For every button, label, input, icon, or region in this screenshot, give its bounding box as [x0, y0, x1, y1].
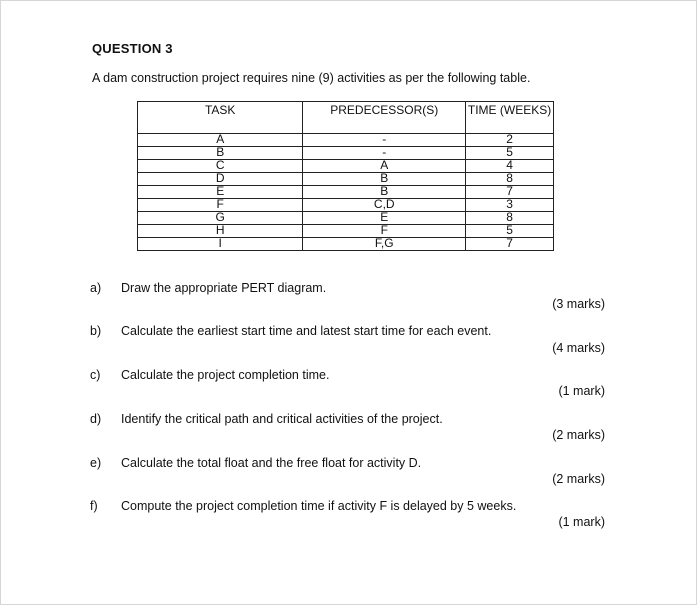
cell-task: E	[138, 186, 303, 199]
question-marks: (2 marks)	[552, 472, 605, 486]
cell-predecessor: B	[303, 186, 466, 199]
question-marks: (4 marks)	[552, 341, 605, 355]
cell-time: 8	[466, 212, 554, 225]
table-header-row	[138, 102, 554, 134]
question-label: c)	[90, 368, 101, 382]
question-label: e)	[90, 456, 102, 470]
cell-task: G	[138, 212, 303, 225]
question-text: Calculate the earliest start time and latest start time for each event.	[121, 324, 492, 338]
question-label: f)	[90, 499, 98, 513]
cell-predecessor: F,G	[303, 238, 466, 251]
cell-predecessor: C,D	[303, 199, 466, 212]
cell-task: H	[138, 225, 303, 238]
cell-task: C	[138, 160, 303, 173]
cell-task: B	[138, 147, 303, 160]
table-row	[138, 160, 554, 173]
question-heading: QUESTION 3	[92, 41, 173, 56]
question-text: Compute the project completion time if activity F is delayed by 5 weeks.	[121, 499, 517, 513]
cell-task: D	[138, 173, 303, 186]
question-label: b)	[90, 324, 102, 338]
table-row	[138, 225, 554, 238]
table-row	[138, 212, 554, 225]
table-row	[138, 186, 554, 199]
activities-table	[137, 101, 554, 251]
question-marks: (3 marks)	[552, 297, 605, 311]
cell-task: F	[138, 199, 303, 212]
cell-time: 8	[466, 173, 554, 186]
cell-predecessor: -	[303, 147, 466, 160]
cell-predecessor: B	[303, 173, 466, 186]
question-label: d)	[90, 412, 102, 426]
cell-time: 2	[466, 134, 554, 147]
question-text: Draw the appropriate PERT diagram.	[121, 281, 327, 295]
cell-time: 5	[466, 225, 554, 238]
header-predecessors: PREDECESSOR(S)	[303, 102, 466, 134]
header-task: TASK	[138, 102, 303, 134]
table-row	[138, 238, 554, 251]
header-time: TIME (WEEKS)	[466, 102, 554, 134]
cell-time: 4	[466, 160, 554, 173]
cell-task: A	[138, 134, 303, 147]
question-text: Calculate the total float and the free float for activity D.	[121, 456, 422, 470]
question-text: Calculate the project completion time.	[121, 368, 330, 382]
cell-task: I	[138, 238, 303, 251]
question-marks: (1 mark)	[558, 384, 605, 398]
question-text: Identify the critical path and critical activities of the project.	[121, 412, 443, 426]
cell-predecessor: F	[303, 225, 466, 238]
table-row	[138, 199, 554, 212]
question-intro: A dam construction project requires nine (9) activities as per the following table.	[92, 71, 531, 85]
cell-time: 7	[466, 186, 554, 199]
table-row	[138, 147, 554, 160]
table-row	[138, 173, 554, 186]
question-marks: (2 marks)	[552, 428, 605, 442]
cell-time: 5	[466, 147, 554, 160]
cell-predecessor: E	[303, 212, 466, 225]
cell-time: 3	[466, 199, 554, 212]
question-label: a)	[90, 281, 102, 295]
cell-predecessor: A	[303, 160, 466, 173]
table-row	[138, 134, 554, 147]
cell-predecessor: -	[303, 134, 466, 147]
question-marks: (1 mark)	[558, 515, 605, 529]
cell-time: 7	[466, 238, 554, 251]
